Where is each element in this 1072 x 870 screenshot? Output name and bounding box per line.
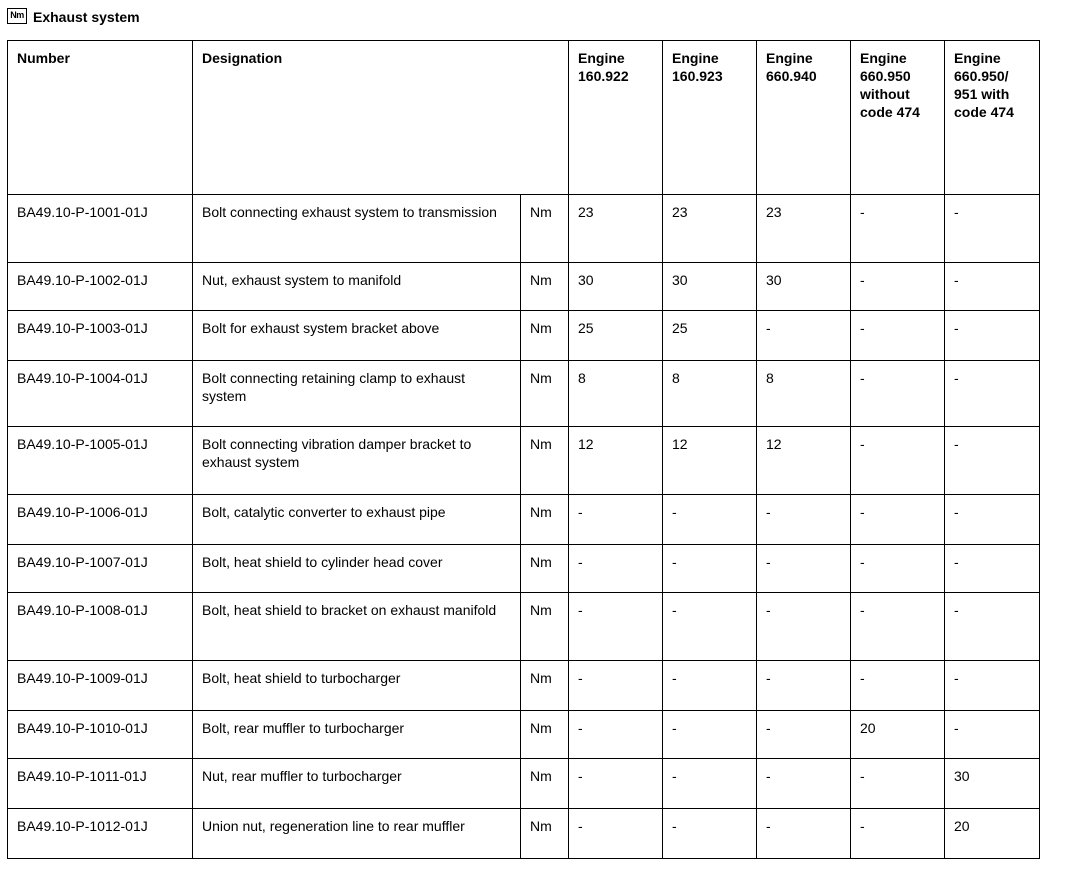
row-value: 23 [569, 195, 663, 263]
table-row [8, 711, 1040, 759]
row-designation: Nut, exhaust system to manifold [193, 263, 521, 311]
row-unit: Nm [521, 361, 569, 427]
row-value: - [569, 759, 663, 809]
row-number: BA49.10-P-1001-01J [8, 195, 193, 263]
row-value: - [757, 809, 851, 859]
row-value: - [945, 711, 1040, 759]
row-value: - [569, 545, 663, 593]
row-unit: Nm [521, 809, 569, 859]
row-value: - [851, 545, 945, 593]
row-value: 8 [569, 361, 663, 427]
table-row [8, 361, 1040, 427]
row-unit: Nm [521, 711, 569, 759]
row-value: 30 [663, 263, 757, 311]
row-value: - [569, 593, 663, 661]
row-designation: Bolt for exhaust system bracket above [193, 311, 521, 361]
row-number: BA49.10-P-1002-01J [8, 263, 193, 311]
row-value: - [757, 593, 851, 661]
page-title: Exhaust system [33, 9, 140, 25]
row-value: 12 [757, 427, 851, 495]
row-value: - [851, 361, 945, 427]
row-value: - [945, 361, 1040, 427]
row-value: - [945, 593, 1040, 661]
torque-table [7, 40, 1040, 859]
row-value: - [663, 759, 757, 809]
row-unit: Nm [521, 427, 569, 495]
row-designation: Bolt, rear muffler to turbocharger [193, 711, 521, 759]
row-value: - [569, 661, 663, 711]
row-designation: Nut, rear muffler to turbocharger [193, 759, 521, 809]
row-value: - [945, 263, 1040, 311]
row-value: - [851, 195, 945, 263]
row-value: - [663, 593, 757, 661]
row-value: 23 [757, 195, 851, 263]
row-value: 23 [663, 195, 757, 263]
row-unit: Nm [521, 495, 569, 545]
row-value: 30 [757, 263, 851, 311]
row-designation: Bolt connecting vibration damper bracket to exhaust system [193, 427, 521, 495]
row-value: - [851, 759, 945, 809]
row-value: - [851, 809, 945, 859]
header-engine: Engine 160.922 [569, 41, 663, 195]
row-value: 30 [945, 759, 1040, 809]
row-designation: Bolt, heat shield to bracket on exhaust manifold [193, 593, 521, 661]
row-number: BA49.10-P-1008-01J [8, 593, 193, 661]
row-designation: Union nut, regeneration line to rear muffler [193, 809, 521, 859]
row-value: - [945, 661, 1040, 711]
row-value: - [757, 311, 851, 361]
table-row [8, 263, 1040, 311]
row-number: BA49.10-P-1011-01J [8, 759, 193, 809]
table-row [8, 759, 1040, 809]
page-header [7, 7, 140, 27]
row-number: BA49.10-P-1010-01J [8, 711, 193, 759]
row-value: - [757, 545, 851, 593]
row-value: - [663, 545, 757, 593]
row-number: BA49.10-P-1003-01J [8, 311, 193, 361]
row-number: BA49.10-P-1006-01J [8, 495, 193, 545]
header-engine: Engine 160.923 [663, 41, 757, 195]
row-value: - [757, 711, 851, 759]
row-value: - [757, 661, 851, 711]
row-value: - [757, 495, 851, 545]
row-value: - [945, 311, 1040, 361]
row-value: - [663, 809, 757, 859]
table-header-row [8, 41, 1040, 195]
header-engine: Engine 660.950 without code 474 [851, 41, 945, 195]
row-value: - [851, 263, 945, 311]
row-unit: Nm [521, 263, 569, 311]
row-value: - [569, 809, 663, 859]
row-number: BA49.10-P-1012-01J [8, 809, 193, 859]
row-designation: Bolt, heat shield to cylinder head cover [193, 545, 521, 593]
row-value: - [851, 311, 945, 361]
row-value: - [945, 545, 1040, 593]
row-unit: Nm [521, 593, 569, 661]
row-designation: Bolt connecting exhaust system to transmission [193, 195, 521, 263]
table-row [8, 311, 1040, 361]
row-designation: Bolt connecting retaining clamp to exhaust system [193, 361, 521, 427]
table-row [8, 427, 1040, 495]
row-unit: Nm [521, 759, 569, 809]
row-value: - [663, 661, 757, 711]
table-row [8, 809, 1040, 859]
row-number: BA49.10-P-1007-01J [8, 545, 193, 593]
row-value: 12 [569, 427, 663, 495]
row-unit: Nm [521, 661, 569, 711]
row-value: - [851, 427, 945, 495]
header-designation: Designation [193, 41, 569, 195]
row-value: - [851, 593, 945, 661]
row-value: - [569, 711, 663, 759]
row-value: 12 [663, 427, 757, 495]
row-value: 25 [663, 311, 757, 361]
row-value: - [945, 195, 1040, 263]
header-engine: Engine 660.950/ 951 with code 474 [945, 41, 1040, 195]
row-value: - [851, 661, 945, 711]
row-value: 8 [757, 361, 851, 427]
row-unit: Nm [521, 311, 569, 361]
row-unit: Nm [521, 195, 569, 263]
row-value: 30 [569, 263, 663, 311]
row-value: - [663, 495, 757, 545]
header-number: Number [8, 41, 193, 195]
row-value: - [663, 711, 757, 759]
row-number: BA49.10-P-1005-01J [8, 427, 193, 495]
row-unit: Nm [521, 545, 569, 593]
table-row [8, 545, 1040, 593]
row-value: - [945, 495, 1040, 545]
table-row [8, 593, 1040, 661]
row-value: - [851, 495, 945, 545]
header-engine: Engine 660.940 [757, 41, 851, 195]
table-row [8, 195, 1040, 263]
row-value: 8 [663, 361, 757, 427]
torque-nm-icon: Nm [7, 8, 27, 24]
row-value: 20 [945, 809, 1040, 859]
row-value: - [569, 495, 663, 545]
row-value: 25 [569, 311, 663, 361]
row-number: BA49.10-P-1004-01J [8, 361, 193, 427]
table-row [8, 495, 1040, 545]
row-designation: Bolt, heat shield to turbocharger [193, 661, 521, 711]
row-value: 20 [851, 711, 945, 759]
row-value: - [945, 427, 1040, 495]
row-number: BA49.10-P-1009-01J [8, 661, 193, 711]
row-value: - [757, 759, 851, 809]
table-row [8, 661, 1040, 711]
row-designation: Bolt, catalytic converter to exhaust pipe [193, 495, 521, 545]
